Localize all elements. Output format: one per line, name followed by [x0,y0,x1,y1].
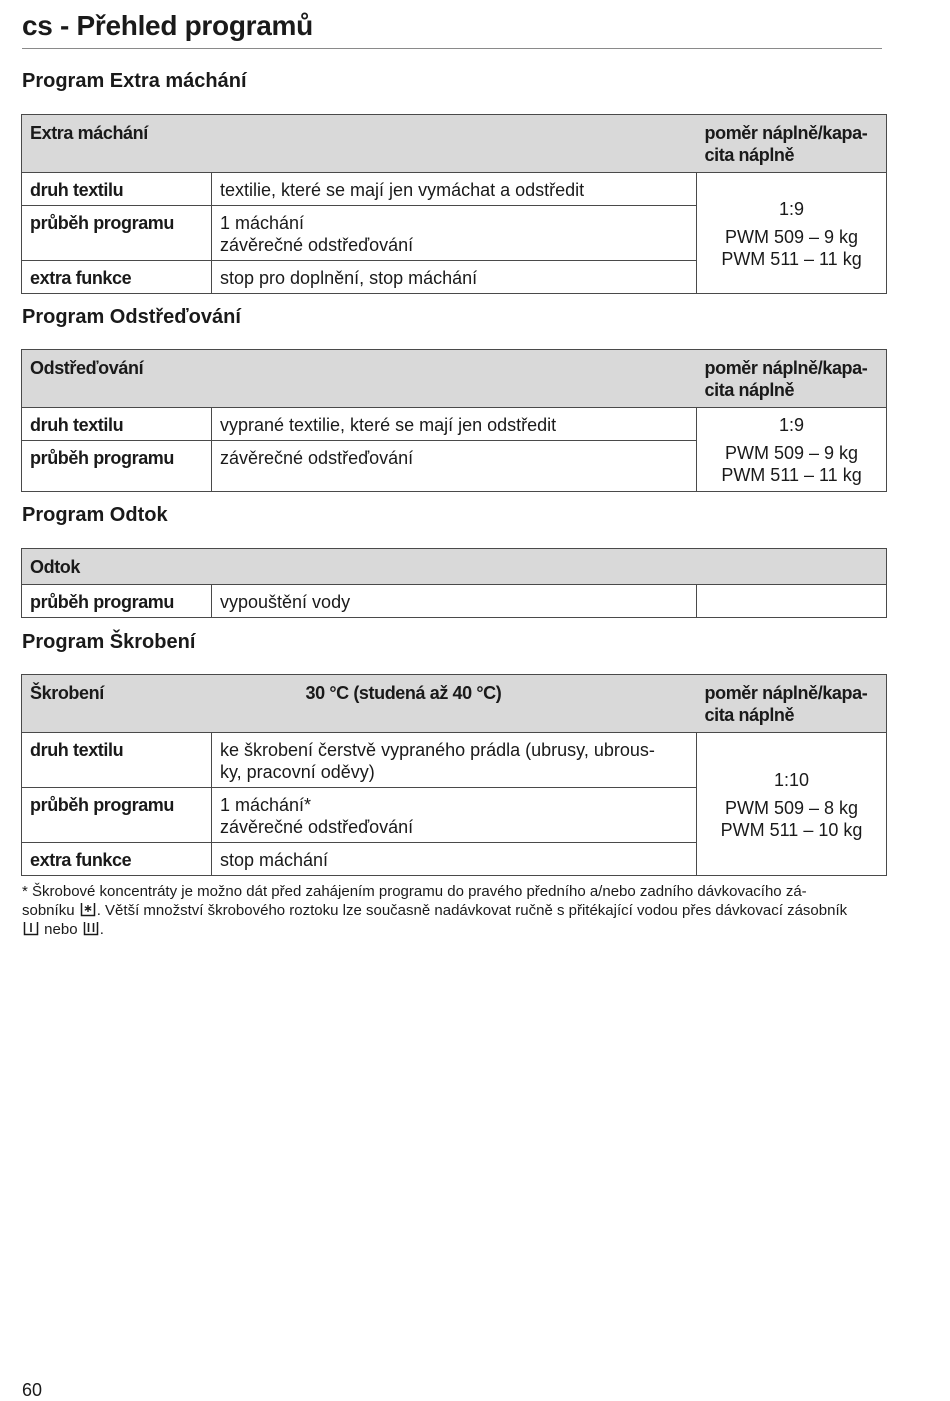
section-heading-starch: Program Škrobení [22,631,196,653]
row-label: průběh programu [22,788,212,843]
row-value: 1 máchání* závěrečné odstřeďování [212,788,697,843]
capacity-model: PWM 509 – 9 kg [724,443,859,463]
prewash-dispenser-icon [23,921,39,936]
drain-table [21,548,887,618]
row-value: stop máchání [212,843,697,876]
table-header-temperature: 30 °C (studená až 40 °C) [212,675,697,733]
table-row [22,733,887,788]
section-heading-extra-rinse: Program Extra máchání [22,70,247,92]
row-label: průběh programu [22,441,212,492]
table-row [22,585,887,618]
table-header-name: Škrobení [22,675,212,733]
footnote [22,882,892,939]
row-value: vypouštění vody [212,585,697,618]
table-header-capacity: poměr náplně/kapa- cita náplně [697,350,887,408]
row-value: závěrečné odstřeďování [212,441,697,492]
capacity-ratio: 1:10 [773,770,810,790]
capacity-model: PWM 511 – 11 kg [721,249,862,269]
capacity-model: PWM 511 – 11 kg [721,465,862,485]
table-row [22,173,887,206]
row-value: vyprané textilie, které se mají jen odstředit [212,408,697,441]
footnote-line: nebo . [22,920,892,939]
row-label: druh textilu [22,733,212,788]
table-header-name: Odstřeďování [22,350,697,408]
footnote-line: * Škrobové koncentráty je možno dát před zahájením programu do pravého předního a/nebo zadního dávkovacího zá- [22,883,807,900]
capacity-cell [697,173,887,294]
table-header-name: Odtok [22,549,887,585]
starch-dispenser-icon [80,902,96,917]
empty-cell [697,585,887,618]
section-heading-spin: Program Odstřeďování [22,306,241,328]
title-divider [22,48,882,49]
table-header-capacity: poměr náplně/kapa- cita náplně [697,115,887,173]
row-label: druh textilu [22,408,212,441]
capacity-ratio: 1:9 [779,415,805,435]
spin-table [21,349,887,492]
page-title: cs - Přehled programů [22,10,313,41]
row-label: průběh programu [22,585,212,618]
table-header-name: Extra máchání [22,115,697,173]
extra-rinse-table [21,114,887,294]
capacity-cell [697,733,887,876]
section-heading-drain: Program Odtok [22,504,168,526]
row-label: druh textilu [22,173,212,206]
starch-table [21,674,887,876]
row-value: ke škrobení čerstvě vypraného prádla (ubrusy, ubrous- ky, pracovní oděvy) [212,733,697,788]
row-value: stop pro doplnění, stop máchání [212,261,697,294]
page-number: 60 [22,1380,43,1400]
row-value: 1 máchání závěrečné odstřeďování [212,206,697,261]
capacity-ratio: 1:9 [779,199,805,219]
row-label: extra funkce [22,261,212,294]
row-value: textilie, které se mají jen vymáchat a odstředit [212,173,697,206]
capacity-model: PWM 511 – 10 kg [720,820,863,840]
table-row [22,408,887,441]
capacity-model: PWM 509 – 9 kg [724,227,859,247]
footnote-line: sobníku . Větší množství škrobového roztoku lze současně nadávkovat ručně s přitékající vodou přes dávkovací zásobník [22,902,848,919]
row-label: průběh programu [22,206,212,261]
capacity-model: PWM 509 – 8 kg [724,798,859,818]
row-label: extra funkce [22,843,212,876]
table-header-capacity: poměr náplně/kapa- cita náplně [697,675,887,733]
main-wash-dispenser-icon [83,921,99,936]
capacity-cell [697,408,887,492]
